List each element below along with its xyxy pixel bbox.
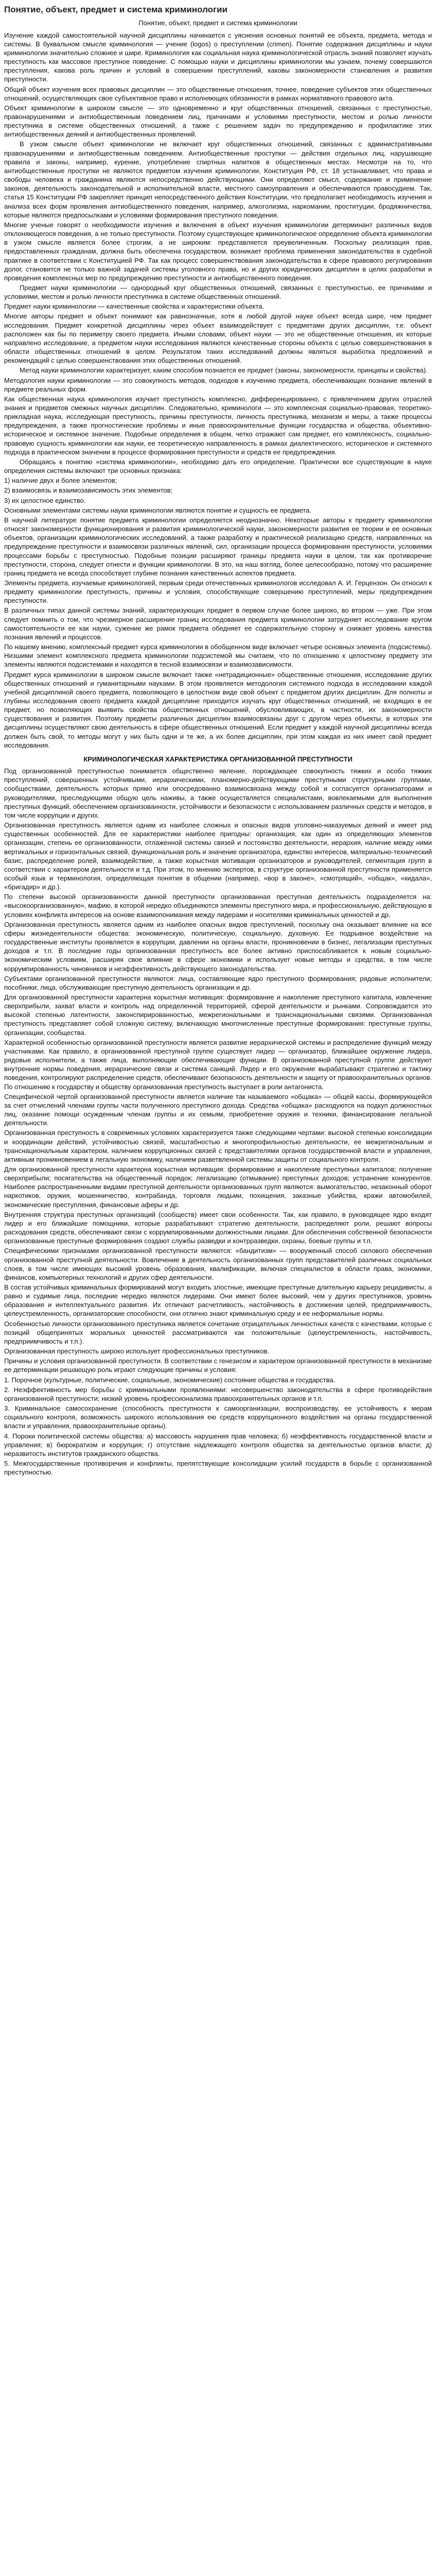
paragraph: Для организованной преступности характерна корыстная мотивация: формирование и накопление преступного капитала, извлечение сверхприбыли, захват власти и контроль над определенной территорией, сферой деятельности и рынками. Сопровождается это высокой степенью латентности, законспирированностью, межрегиональными и транснациональными связями. Организованная преступность представляет собой сложную систему, включающую многочисленные преступные формирования: преступные группы, организации, сообщества. [4,993,432,1037]
paragraph: Причины и условия организованной преступности. В соответствии с генезисом и характером организованной преступности в механизме ее детерминации решающую роль играют следующие причины и условия: [4,1357,432,1374]
paragraph: Общий объект изучения всех правовых дисциплин — это общественные отношения, точнее, поведение субъектов этих общественных отношений, осуществляющих свое субъективное право и исполняющих обязанности в рамках нормативного правового акта. [4,85,432,102]
paragraph: Объект криминологии в широком смысле — это одновременно и круг общественных отношений, связанных с преступностью, правонарушениями и антиобщественным поведением лиц, причинами и условиями преступности, местом и ролью личности преступника в системе общественных отношений, а также с решением задач по предупреждению и профилактике этих антиобщественных деяний и антиобщественных проявлений. [4,104,432,139]
paragraph: Предмет науки криминологии — однородный круг общественных отношений, связанных с преступностью, ее причинами и условиями, местом и ролью личности преступника в системе общественных отношений. [4,283,432,301]
paragraph: Элементы предмета, изучаемые криминологией, первым среди отечественных криминологов исследовал А. И. Герцензон. Он относил к предмету криминологии преступность, причины и условия, способствующие совершению преступлений, меры предупреждения преступности. [4,579,432,605]
paragraph: В состав устойчивых криминальных формирований могут входить злостные, имеющие преступные длительную карьеру рецидивисты, а равно и судимые лица, последние нередко являются лидерами. Они имеют более высокий, чем у других преступников, уровень образования и интеллектуального развития. Их отличают расчетливость, настойчивость в достижении целей, предприимчивость, целеустремленность, организаторские способности, они отлично знают криминальную среду и ее неформальные нормы. [4,1283,432,1318]
paragraph: По степени высокой организованности данной преступности организованная преступная деятельность подразделяется на: «высокоорганизованную», мафию, в которой нередко объединяются элементы преступного мира, и профессиональную, действующую в условиях конфликта интересов на основе взаимопонимания между лидерами и носителями криминальных ценностей и др. [4,893,432,919]
paragraph: Метод науки криминологии характеризует, каким способом познается ее предмет (законы, закономерности, принципы и свойства). [20,366,428,375]
paragraph: Организованная преступность является одним из наиболее опасных видов преступлений, поскольку она оказывает влияние на все сферы жизнедеятельности общества: экономическую, политическую, социальную, духовную. Ее подрывное воздействие на государственные институты проявляется в коррупции, давлении на органы власти, проникновении в бизнес, легализации преступных доходов и т.п. В последние годы организованная преступность все более активно приспосабливается к новым социально-экономическим условиям, расширяя свое влияние в сфере экономики и использует новые методы и средства, в том числе коррумпированность чиновников и неэффективность действующего законодательства. [4,920,432,973]
paragraph: В различных типах данной системы знаний, характеризующих предмет в первом случае более широко, во втором — уже. При этом следует помнить о том, что чрезмерное расширение границ исследования предмета криминологии затрудняет исследование кругом самостоятельности ее как науки, сужение же рамок предмета обедняет ее содержательную сторону и снижает уровень качества познания явлений и процессов. [4,606,432,641]
paragraph: Организованная преступность является одним из наиболее сложных и опасных видов уголовно-наказуемых деяний и имеет ряд существенных особенностей. Для ее характеристики наиболее пригодны: организация, как один из определяющих элементов организации, степень ее организованности, отлаженной системы связей и постоянство деятельности, иерархия, наличие между ними вертикальных и горизонтальных связей, функциональная роль и значение организатора, единство интересов, материально-технический базис, распределение ролей, взаимодействие, а также корыстная мотивация организаторов и руководителей, сегментация групп в соответствии с характером деятельности и т.д. При этом, по мнению экспертов, в структуре организованной преступности применяется особый язык и терминология, определяющая понятия в общении (например, «вор в законе», «смотрящий», «общак», «кидала», «бригадир» и др.). [4,821,432,891]
paragraph: 3) их целостное единство. [4,496,86,504]
paragraph: Внутренняя структура преступных организаций (сообществ) имеет свои особенности. Так, как правило, в руководящее ядро входят лидер и его ближайшие помощники, которые разрабатывают стратегию деятельности, распределяют роли, решают вопросы расходования средств, обеспечивают связи с коррумпированными должностными лицами. Для обеспечения собственной безопасности организованные преступные формирования создают службы разведки и контрразведки, охраны, боевые группы и т.п. [4,1210,432,1245]
paragraph: 1) наличие двух и более элементов; [4,477,117,485]
paragraph: Для организованной преступности характерна корыстная мотивация: формирование и накопление преступных капиталов; получение сверхприбыли; посягательства на общественный порядок; легализацию (отмывание) преступных доходов; устранение конкурентов. Наиболее распространенными видами преступной деятельности организованных групп являются: вымогательство, незаконный оборот наркотиков, оружия, мошенничество, контрабанда, торговля людьми, похищения, заказные убийства, кражи автомобилей, экономические преступления, финансовые аферы и др. [4,1165,432,1209]
paragraph: Многие авторы предмет и объект понимают как равнозначные, хотя в любой другой науке объект всегда шире, чем предмет исследования. Предмет конкретной дисциплины через объект взаимодействует с предметами других дисциплин, т.е. объект расположен как бы по периметру своего предмета. Иными словами, объект науки — это не общественные отношения, их которые направлено исследование, а предметом науки исследования являются качественные стороны объекта с целью совершенствования в области общественных отношений в целом. Результатом таких исследований должны являться выработка предложений и рекомендаций с целью совершенствования этих общественных отношений. [4,312,432,365]
paragraph: 1. Порочное (культурные, политические, социальные, экономические) состояние общества и государства. [4,1376,336,1384]
paragraph: Методология науки криминологии — это совокупность методов, подходов к изучению предмета, обеспечивающих познание явлений в предмете реальных форм. [4,376,432,393]
paragraph: Субъектами организованной преступности являются: лица, составляющие ядро преступного формирования; рядовые исполнители; пособники; лица, обслуживающие преступную деятельность организации и др. [4,974,432,991]
document-body [4,31,432,1477]
paragraph: 2) взаимосвязь и взаимозависимость этих элементов; [4,486,173,495]
paragraph: Под организованной преступностью понимается общественно явление, порождающее совокупность тяжких и особо тяжких преступлений, совершенных устойчивыми, иерархическими, планомерно-действующими преступными структурными группами, сообществами, деятельность которых прямо или опосредованно взаимосвязана между собой и согласуется организаторами и руководителями, преследующими общую цель наживы, а также осуществляется специалистами, вовлекаемыми для выполнения преступных функций, обеспечением организованности, устойчивости и безопасности с использованием различных средств и методов, в том числе коррупции и других. [4,767,432,819]
paragraph: Основными элементами системы науки криминологии являются понятие и сущность ее предмета. [4,506,311,514]
paragraph: 5. Межгосударственные противоречия и конфликты, препятствующие консолидации усилий государств в борьбе с организованной преступностью. [4,1459,432,1477]
paragraph: Как общественная наука криминология изучает преступность комплексно, дифференцированно, с привлечением других отраслей знания и предметов смежных научных дисциплин. Следовательно, криминологи — это комплексная социально-правовая, теоретико-прикладная наука, исследующая преступность, причины преступности, личность преступника, механизм и меры, а также процессы предупреждения, а также прогностические проблемы и иные правоохранительные функции государства и общества, объективно-историческое и системное значение. Подобные определения в общем, четко отражают сам предмет, его комплексность, социально-правовую сущность криминологии как науки, ее теоретическую направленность в рамках диалектического, историческое и системного подхода в практическом значении в процессе формирования преступности и средств ее предупреждения. [4,395,432,456]
paragraph: Предмет науки криминологии — качественные свойства и характеристики объекта. [4,302,265,311]
paragraph: 3. Криминальное самосохранение (способность преступности к самоорганизации, воспроизводству, ее устойчивость к мерам социального контроля, возможность широкого использования ею средств коррупционного воздействия на органы государственной власти и управления, правоохранительные органы). [4,1404,432,1430]
paragraph: 4. Пороки политической системы общества: а) массовость нарушения прав человека; б) неэффективность государственной власти и управления; в) бюрократизм и коррупция; г) отсутствие надлежащего контроля общества за деятельностью органов власти; д) неразвитость институтов гражданского общества. [4,1432,432,1458]
paragraph: Специфическими признаками организованной преступности являются: «бандитизм» — вооруженный способ силового обеспечения организованной преступной деятельности. Вовлечение в деятельность организованных групп представителей различных социальных слоев, в том числе имеющих высокий уровень образования, квалификации, включая специалистов в области права, экономики, финансов, компьютерных технологий и других сфер деятельности. [4,1247,432,1281]
paragraph: Предмет курса криминологии в широком смысле включает также «нетрадиционные» общественные отношения, исследование других общественных отношений и гуманитарными науками. В этом проявляется методология системного подхода в исследовании каждой учебной дисциплиной своего предмета, позволяющего в целостном виде свой объект с предметом других дисциплин. Для полноты и глубины исследования своего предмета каждой дисциплине приходится изучать круг общественных отношений, не входящих в ее предмет, но позволяющих выявить свойства общественных отношений, обусловливающих, в частности, их закономерности существования и развития. Поэтому предметы различных дисциплин взаимосвязаны друг с другом через объекты, в которых эти дисциплины осуществляют свою деятельность в сфере общественных отношений. Если предмет у каждой научной дисциплины всегда должен быть свой, то методы могут у них быть одни и те же, а их более дисциплин, при этом каждая из них имеет свой предмет исследования. [4,670,432,749]
section-heading: КРИМИНОЛОГИЧЕСКАЯ ХАРАКТЕРИСТИКА ОРГАНИЗОВАННОЙ ПРЕСТУПНОСТИ [83,755,353,763]
paragraph: Обращаясь к понятию «система криминологии», необходимо дать его определение. Практически все существующие в науке определения системы включают три основных признака: [4,457,432,475]
paragraph: В научной литературе понятие предмета криминологии определяется неоднозначно. Некоторые авторы к предмету криминологии относят закономерности функционирования и развития криминологической науки, закономерности развития ее теории и ее основных объектов, организации криминологических исследований, а также разработку и практической реализацию средств, направленных на предупреждение преступности и взаимосвязи различных явлений, сил, организации процесса формирования преступности, условиями процессами борьбы с преступностью. Подобные позиции расширяют границы предмета науки в целом, так как противоречие преступности, сторона, следует отнести и функции криминологии. В это, на наш взгляд, более целесообразно, потому что расширение границ предмета не всегда способствует глубине познания качественных аспектов предмета. [4,516,432,577]
paragraph: Изучение каждой самостоятельной научной дисциплины начинается с уяснения основных понятий ее объекта, предмета, метода и системы. В буквальном смысле криминология — учение (logos) о преступлении (crimen). Понятие содержания дисциплины и науки криминологии значительно сложнее и шире. Криминология как социальная наука криминологической отрасль знаний позволяет изучать преступность как массовое преступное поведение. С помощью науки и дисциплины криминологии мы узнаем, почему совершаются преступления, какова роль причин и условий в совершении преступлений, каковы закономерности становления и развития преступности. [4,31,432,83]
paragraph: В узком смысле объект криминологии не включает круг общественных отношений, связанных с административными правонарушениями и антиобщественным поведением. Антиобщественные проступки — действия отдельных лиц, нарушающие правила и законы, например, курение, употребление спиртных напитков в общественных местах. Несмотря на то, что антиобщественные проступки не являются предметом изучения криминологии, Конституция РФ, ст. 18 устанавливает, что права и свободы человека и гражданина являются непосредственно действующими. Они определяют смысл, содержание и применение законов, деятельность законодательной и исполнительной власти, местного самоуправления и обеспечиваются правосудием. Так, статья 15 Конституции РФ закрепляет принцип непосредственного действия Конституции, что предполагает необходимость изучения и анализа всех форм проявления антиобщественного поведения, например, алкоголизма, наркомании, проституции, бродяжничества, которые являются предпосылками и условиями формирования преступного поведения. [4,140,432,219]
paragraph: Характерной особенностью организованной преступности является развитие иерархической системы и распределение функций между участниками. Как правило, в организованной преступной группе существует лидер — организатор, ближайшее окружение лидера, рядовые исполнители, а также лица, выполняющие обеспечивающие функции. В организованной преступной группе действуют внутренние нормы поведения, иерархические связи и система санкций. Лидер и его окружение вырабатывают стратегию и тактику поведения, контролируют распределение средств, обеспечивают безопасность деятельности и защиту от правоохранительных органов. По отношению к государству и обществу организованная преступность выступает в роли антагониста. [4,1038,432,1091]
paragraph: Специфической чертой организованной преступности является наличие так называемого «общака» — общей кассы, формирующейся за счет отчислений членами группы части полученного преступного дохода. Средства «общака» расходуются на подкуп должностных лиц, оказание помощи осужденным членам группы и их семьям, приобретение оружия и техники, финансирование легальной деятельности. [4,1092,432,1127]
paragraph: По нашему мнению, комплексный предмет курса криминологии в обобщенном виде включает четыре основных элемента (подсистемы). Низшими элемент комплексного предмета криминологии подсистемой мы считаем, что по отношению к целостному предмету эти элементы являются подсистемами и находятся в тесной взаимосвязи и взаимозависимости. [4,643,432,669]
paragraph: 2. Неэффективность мер борьбы с криминальными проявлениями: несовершенство законодательства в сфере противодействия организованной преступности; низкий уровень профессионализма правоохранительных органов и т.п. [4,1385,432,1402]
document-title: Понятие, объект, предмет и система криминологии [4,5,228,14]
paragraph: Особенностью личности организованного преступника является сочетание отрицательных личностных качеств с качествами, которые с позиций общепринятых моральных ценностей рассматриваются как положительные (целеустремленность, настойчивость, предприимчивость и т.п.). [4,1319,432,1345]
document-subtitle: Понятие, объект, предмет и система криминологии [138,19,298,27]
paragraph: Многие ученые говорят о необходимости изучения и включения в объект изучения криминологии детерминант различных видов отклоняющегося поведения, а не только преступности. Поэтому существующее криминологическое определение объекта криминологии в узком смысле является более строгим, а не широким: представляется преувеличенным. Поскольку реализация прав, предоставленных гражданам, должна быть обеспечена государством, возникает проблема применения законодательства в судебной практике в соответствии с Конституцией РФ. Так как процесс совершенствования законодательства в сфере правового регулирования долог, становится не только важной задачей системы уголовного права, но и других юридических дисциплин в целях разработки и проведения комплексных мер по предупреждению преступности и антиобщественного поведения. [4,221,432,282]
paragraph: Организованная преступность в современных условиях характеризуется также следующими чертами: высокой степенью консолидации и координации действий, устойчивостью связей, масштабностью и многопрофильностью деятельности, ее межрегиональным и транснациональным характером, наличием коррупционных связей с представителями органов государственной власти и управления, активным проникновением в легальную экономику, наличием разветвленной системы защиты от социального контроля. [4,1129,432,1163]
paragraph: Организованная преступность широко использует профессиональных преступников. [4,1347,270,1355]
